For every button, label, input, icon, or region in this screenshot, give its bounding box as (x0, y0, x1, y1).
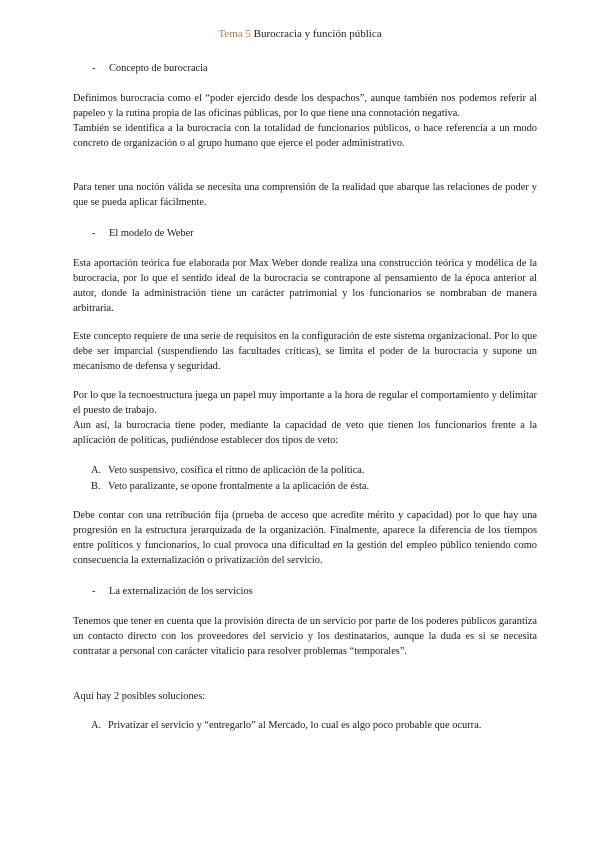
list-text: Veto suspensivo, cosifica el ritmo de aplicación de la política. (108, 465, 365, 476)
heading-text: La externalización de los servicios (109, 586, 253, 597)
list-marker: A. (91, 720, 102, 731)
paragraph-6-text: Por lo que la tecnoestructura juega un papel muy importante a la hora de regular el comportamiento y delimitar el puesto de trabajo. (73, 390, 537, 416)
heading-text: El modelo de Weber (109, 228, 194, 239)
paragraph-3 (73, 180, 537, 210)
bullet-dash: - (92, 228, 96, 239)
paragraph-5 (73, 329, 537, 374)
list-text: Veto paralizante, se opone frontalmente a la aplicación de ésta. (108, 481, 370, 492)
list-item-veto-a (91, 463, 365, 478)
paragraph-4-text: Esta aportación teórica fue elaborada por Max Weber donde realiza una construcción teórica y modélica de la burocracia, por lo que el sentido ideal de la burocracia se contrapone al pensamiento de la época anterior al autor, donde la administración tiene un carácter patrimonial y los funcionarios se nombraban de manera arbitraria. (73, 258, 537, 314)
list-text: Privatizar el servicio y “entregarlo” al Mercado, lo cual es algo poco probable que ocurra. (108, 720, 482, 731)
list-item-privatizar (91, 718, 481, 733)
paragraph-5-text: Este concepto requiere de una serie de requisitos en la configuración de este sistema organizacional. Por lo que debe ser imparcial (suspendiendo las facultades críticas), se limita el poder de la burocracia y supone un mecanismo de defensa y seguridad. (73, 331, 537, 372)
list-item-veto-b (91, 479, 369, 494)
page-header (0, 27, 600, 41)
bullet-dash: - (92, 586, 96, 597)
section-heading-concepto (92, 61, 208, 76)
paragraph-1-text: Definimos burocracia como el “poder ejercido desde los despachos”, aunque también nos podemos referir al papeleo y la rutina propia de las oficinas públicas, por lo que tiene una connotación negativa. (73, 93, 537, 119)
paragraph-10-text: Aquí hay 2 posibles soluciones: (73, 691, 206, 702)
paragraph-8 (73, 508, 537, 568)
paragraph-1 (73, 91, 537, 151)
section-heading-weber (92, 226, 194, 241)
paragraph-9 (73, 614, 537, 659)
paragraph-4 (73, 256, 537, 316)
paragraph-9-text: Tenemos que tener en cuenta que la provisión directa de un servicio por parte de los poderes públicos garantiza un contacto directo con los proveedores del servicio y los destinatarios, aunque la duda es si se necesita contratar a personal con carácter vitalicio para resolver problemas “temporales”. (73, 616, 537, 657)
list-marker: B. (91, 481, 101, 492)
paragraph-3-text: Para tener una noción válida se necesita una comprensión de la realidad que abarque las relaciones de poder y que se pueda aplicar fácilmente. (73, 182, 537, 208)
bullet-dash: - (92, 63, 96, 74)
paragraph-10 (73, 689, 537, 704)
section-heading-externalizacion (92, 584, 253, 599)
header-tema: Tema 5 (218, 28, 251, 40)
paragraph-2-text: También se identifica a la burocracia con la totalidad de funcionarios públicos, o hace referencia a un modo concreto de organización o al grupo humano que ejerce el poder administrativo. (73, 123, 537, 149)
header-title: Burocracia y función pública (253, 28, 382, 40)
heading-text: Concepto de burocracia (109, 63, 208, 74)
paragraph-6 (73, 388, 537, 448)
paragraph-7-text: Aun así, la burocracia tiene poder, mediante la capacidad de veto que tienen los funcionarios frente a la aplicación de políticas, pudiéndose establecer dos tipos de veto: (73, 420, 537, 446)
paragraph-8-text: Debe contar con una retribución fija (prueba de acceso que acredite mérito y capacidad) por lo que hay una progresión en la estructura jerarquizada de la organización. Finalmente, aparece la diferencia de los tiempos entre políticos y funcionarios, lo cual provoca una dificultad en la gestión del empleo público teniendo como consecuencia la externalización o privatización del servicio. (73, 510, 537, 566)
list-marker: A. (91, 465, 102, 476)
